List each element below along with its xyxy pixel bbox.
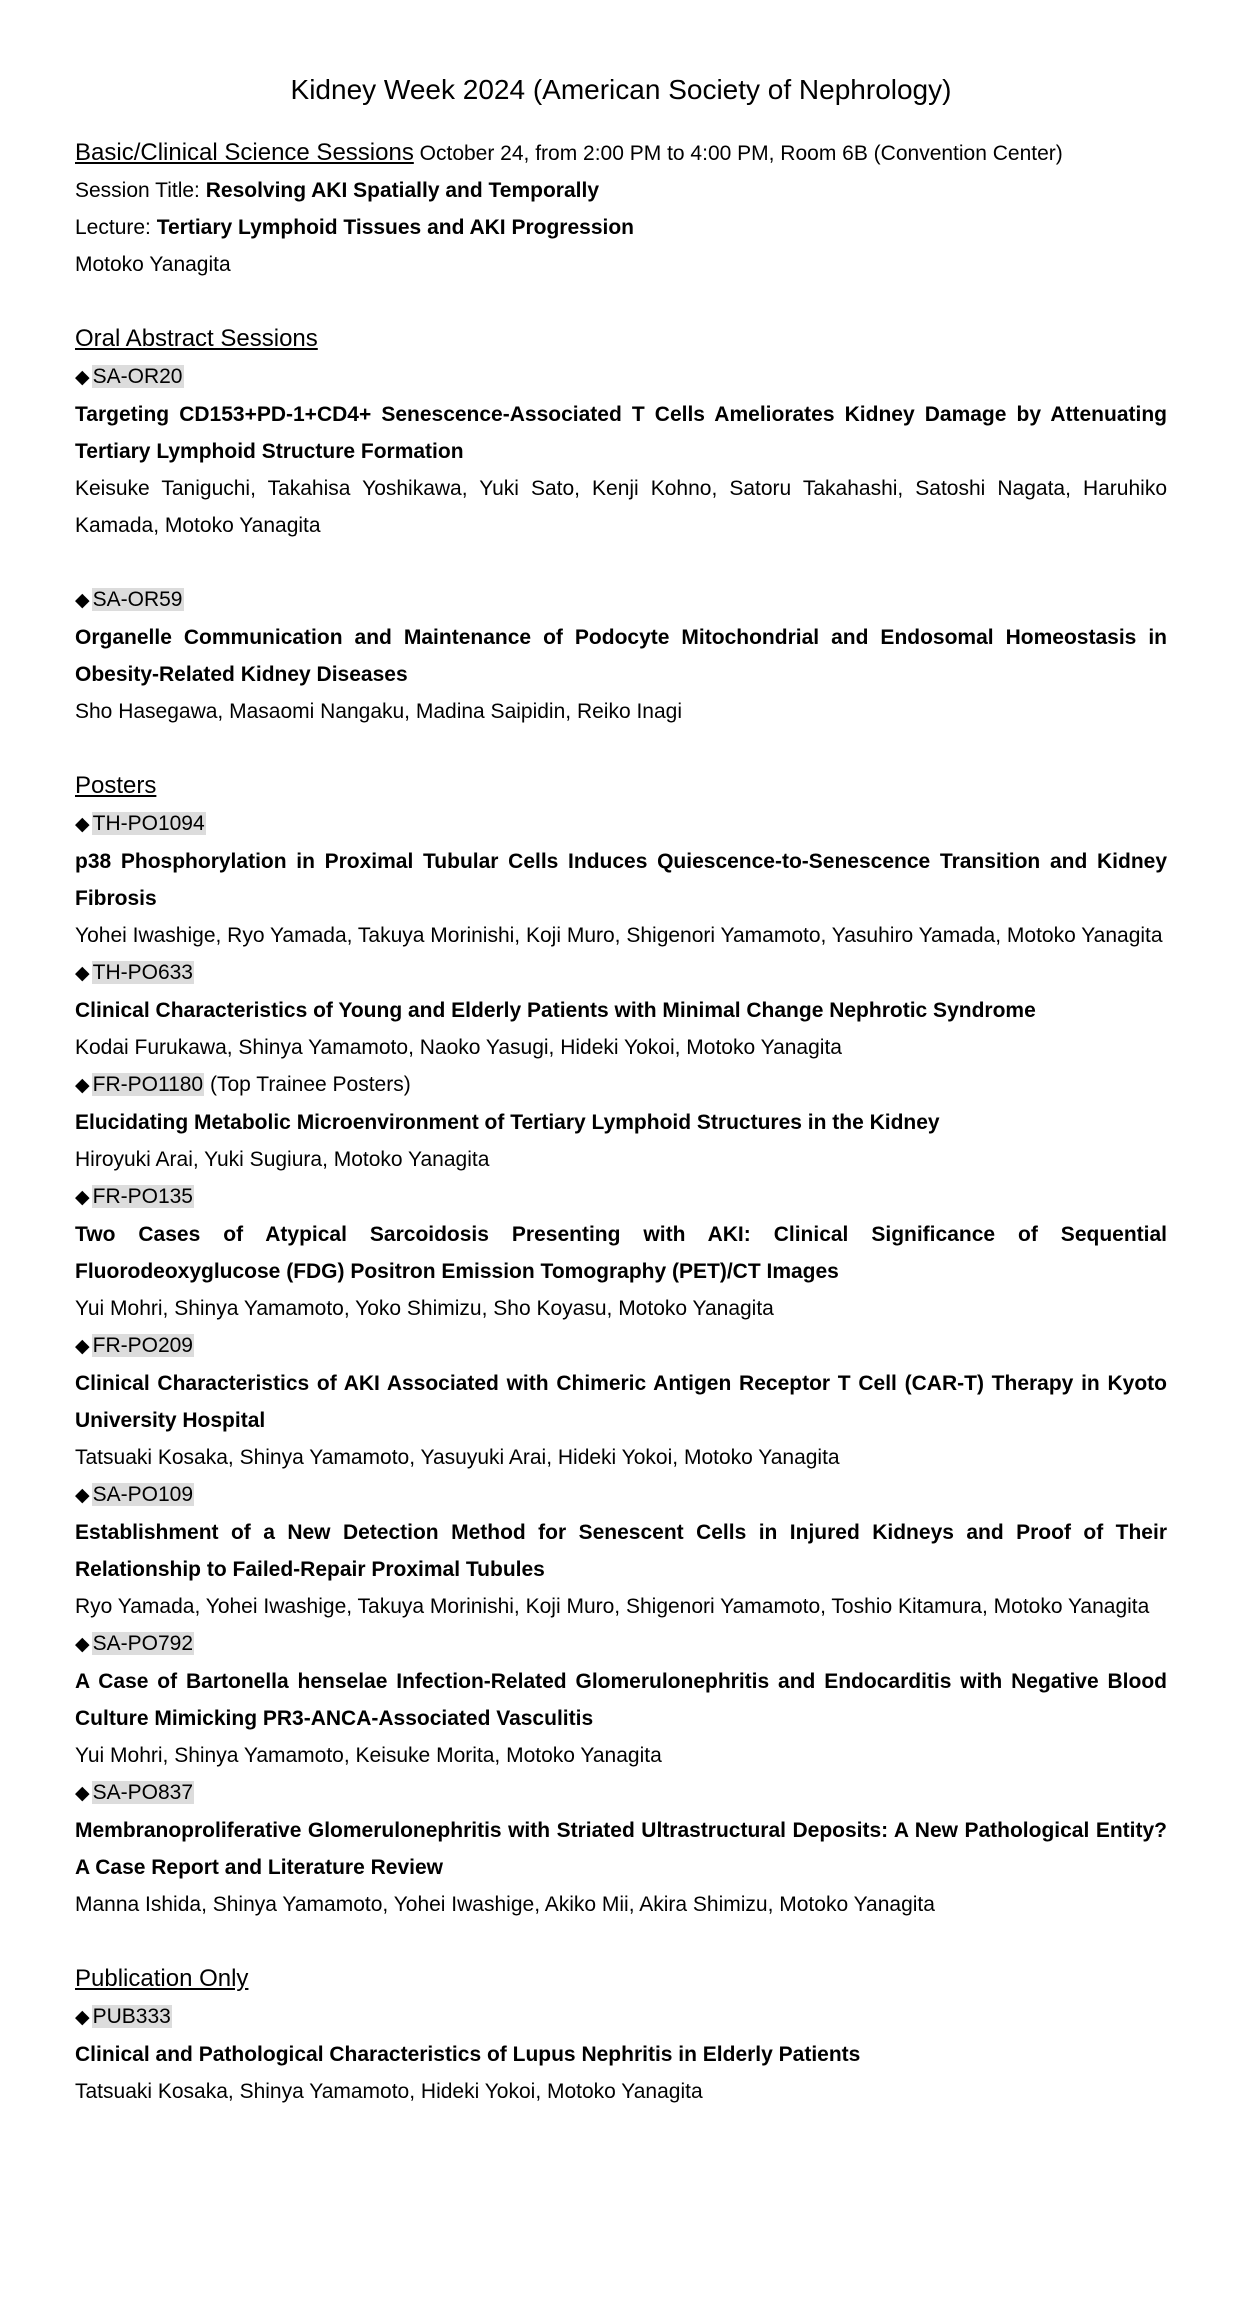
abstract-authors: Tatsuaki Kosaka, Shinya Yamamoto, Yasuyuki Arai, Hideki Yokoi, Motoko Yanagita — [75, 1446, 840, 1469]
section-heading-line — [75, 767, 1167, 805]
document-page — [75, 70, 1167, 2110]
abstract-authors: Keisuke Taniguchi, Takahisa Yoshikawa, Yuki Sato, Kenji Kohno, Satoru Takahashi, Satoshi Nagata, Haruhiko Kamada, Motoko Yanagita — [75, 477, 1167, 537]
lecture-title: Tertiary Lymphoid Tissues and AKI Progression — [156, 216, 634, 239]
abstract-code-line — [75, 1066, 1167, 1104]
abstract-authors: Manna Ishida, Shinya Yamamoto, Yohei Iwashige, Akiko Mii, Akira Shimizu, Motoko Yanagita — [75, 1893, 935, 1916]
diamond-bullet-icon: ◆ — [75, 1336, 90, 1357]
lecture-label: Lecture: — [75, 216, 157, 239]
abstract-entry — [75, 1476, 1167, 1625]
abstract-title: A Case of Bartonella henselae Infection-Related Glomerulonephritis and Endocarditis with Negative Blood Culture Mimicking PR3-ANCA-Associated Vasculitis — [75, 1670, 1167, 1730]
abstract-code: TH-PO633 — [92, 961, 193, 984]
abstract-entry — [75, 358, 1167, 544]
abstract-code-line — [75, 1625, 1167, 1663]
abstract-code: FR-PO209 — [92, 1334, 193, 1357]
abstract-entry — [75, 1998, 1167, 2110]
abstract-code-line — [75, 954, 1167, 992]
diamond-bullet-icon: ◆ — [75, 367, 90, 388]
diamond-bullet-icon: ◆ — [75, 1783, 90, 1804]
abstract-entry — [75, 1066, 1167, 1178]
abstract-authors: Tatsuaki Kosaka, Shinya Yamamoto, Hideki Yokoi, Motoko Yanagita — [75, 2080, 703, 2103]
diamond-bullet-icon: ◆ — [75, 1187, 90, 1208]
abstract-entry — [75, 581, 1167, 730]
oral-section — [75, 320, 1167, 730]
abstract-title: p38 Phosphorylation in Proximal Tubular Cells Induces Quiescence-to-Senescence Transition and Kidney Fibrosis — [75, 850, 1167, 910]
diamond-bullet-icon: ◆ — [75, 814, 90, 835]
abstract-authors: Ryo Yamada, Yohei Iwashige, Takuya Morinishi, Koji Muro, Shigenori Yamamoto, Toshio Kitamura, Motoko Yanagita — [75, 1595, 1150, 1618]
diamond-bullet-icon: ◆ — [75, 1485, 90, 1506]
abstract-code: FR-PO135 — [92, 1185, 193, 1208]
section-heading-line — [75, 134, 1167, 172]
publication-section — [75, 1960, 1167, 2110]
abstract-authors: Yohei Iwashige, Ryo Yamada, Takuya Morinishi, Koji Muro, Shigenori Yamamoto, Yasuhiro Yamada, Motoko Yanagita — [75, 924, 1163, 947]
diamond-bullet-icon: ◆ — [75, 590, 90, 611]
abstract-title: Establishment of a New Detection Method for Senescent Cells in Injured Kidneys and Proof of Their Relationship to Failed-Repair Proximal Tubules — [75, 1521, 1167, 1581]
session-details: October 24, from 2:00 PM to 4:00 PM, Room 6B (Convention Center) — [413, 142, 1063, 165]
speaker: Motoko Yanagita — [75, 253, 231, 276]
abstract-code-line — [75, 581, 1167, 619]
abstract-title: Clinical Characteristics of AKI Associated with Chimeric Antigen Receptor T Cell (CAR-T) Therapy in Kyoto University Hospital — [75, 1372, 1167, 1432]
basic-clinical-section — [75, 134, 1167, 283]
abstract-code: SA-OR59 — [92, 588, 183, 611]
section-heading: Publication Only — [75, 1965, 249, 1992]
section-heading-line — [75, 1960, 1167, 1998]
abstract-title: Elucidating Metabolic Microenvironment of Tertiary Lymphoid Structures in the Kidney — [75, 1111, 940, 1134]
abstract-entry — [75, 1178, 1167, 1327]
abstract-title: Clinical and Pathological Characteristics of Lupus Nephritis in Elderly Patients — [75, 2043, 861, 2066]
abstract-title: Membranoproliferative Glomerulonephritis with Striated Ultrastructural Deposits: A New Pathological Entity? A Case Report and Literature Review — [75, 1819, 1167, 1879]
abstract-title: Targeting CD153+PD-1+CD4+ Senescence-Associated T Cells Ameliorates Kidney Damage by Attenuating Tertiary Lymphoid Structure Formation — [75, 403, 1167, 463]
abstract-title: Organelle Communication and Maintenance of Podocyte Mitochondrial and Endosomal Homeostasis in Obesity-Related Kidney Diseases — [75, 626, 1167, 686]
abstract-code: PUB333 — [92, 2005, 171, 2028]
abstract-code: SA-OR20 — [92, 365, 183, 388]
abstract-note: (Top Trainee Posters) — [204, 1073, 411, 1096]
abstract-code-line — [75, 1774, 1167, 1812]
abstract-title: Clinical Characteristics of Young and Elderly Patients with Minimal Change Nephrotic Syndrome — [75, 999, 1036, 1022]
abstract-code: SA-PO837 — [92, 1781, 194, 1804]
abstract-title: Two Cases of Atypical Sarcoidosis Presenting with AKI: Clinical Significance of Sequential Fluorodeoxyglucose (FDG) Positron Emission Tomography (PET)/CT Images — [75, 1223, 1167, 1283]
abstract-entry — [75, 954, 1167, 1066]
abstract-entry — [75, 1327, 1167, 1476]
session-title-line — [75, 172, 1167, 209]
abstract-authors: Yui Mohri, Shinya Yamamoto, Yoko Shimizu, Sho Koyasu, Motoko Yanagita — [75, 1297, 774, 1320]
session-label: Session Title: — [75, 179, 206, 202]
abstract-code: FR-PO1180 — [92, 1073, 204, 1096]
abstract-code-line — [75, 1178, 1167, 1216]
abstract-entry — [75, 1774, 1167, 1923]
lecture-line — [75, 209, 1167, 246]
abstract-code-line — [75, 1327, 1167, 1365]
section-heading: Basic/Clinical Science Sessions — [75, 139, 414, 166]
diamond-bullet-icon: ◆ — [75, 2007, 90, 2028]
abstract-code-line — [75, 805, 1167, 843]
abstract-code: SA-PO792 — [92, 1632, 194, 1655]
abstract-authors: Yui Mohri, Shinya Yamamoto, Keisuke Morita, Motoko Yanagita — [75, 1744, 662, 1767]
abstract-authors: Sho Hasegawa, Masaomi Nangaku, Madina Saipidin, Reiko Inagi — [75, 700, 683, 723]
abstract-code: SA-PO109 — [92, 1483, 194, 1506]
section-heading: Oral Abstract Sessions — [75, 325, 318, 352]
diamond-bullet-icon: ◆ — [75, 1634, 90, 1655]
abstract-entry — [75, 1625, 1167, 1774]
diamond-bullet-icon: ◆ — [75, 963, 90, 984]
section-heading-line — [75, 320, 1167, 358]
abstract-authors: Kodai Furukawa, Shinya Yamamoto, Naoko Yasugi, Hideki Yokoi, Motoko Yanagita — [75, 1036, 842, 1059]
session-title: Resolving AKI Spatially and Temporally — [205, 179, 599, 202]
abstract-code-line — [75, 1476, 1167, 1514]
page-title: Kidney Week 2024 (American Society of Nephrology) — [290, 74, 952, 105]
section-heading: Posters — [75, 772, 157, 799]
abstract-authors: Hiroyuki Arai, Yuki Sugiura, Motoko Yanagita — [75, 1148, 490, 1171]
abstract-code-line — [75, 1998, 1167, 2036]
abstract-code-line — [75, 358, 1167, 396]
posters-section — [75, 767, 1167, 1923]
abstract-code: TH-PO1094 — [92, 812, 205, 835]
abstract-entry — [75, 805, 1167, 954]
diamond-bullet-icon: ◆ — [75, 1075, 90, 1096]
